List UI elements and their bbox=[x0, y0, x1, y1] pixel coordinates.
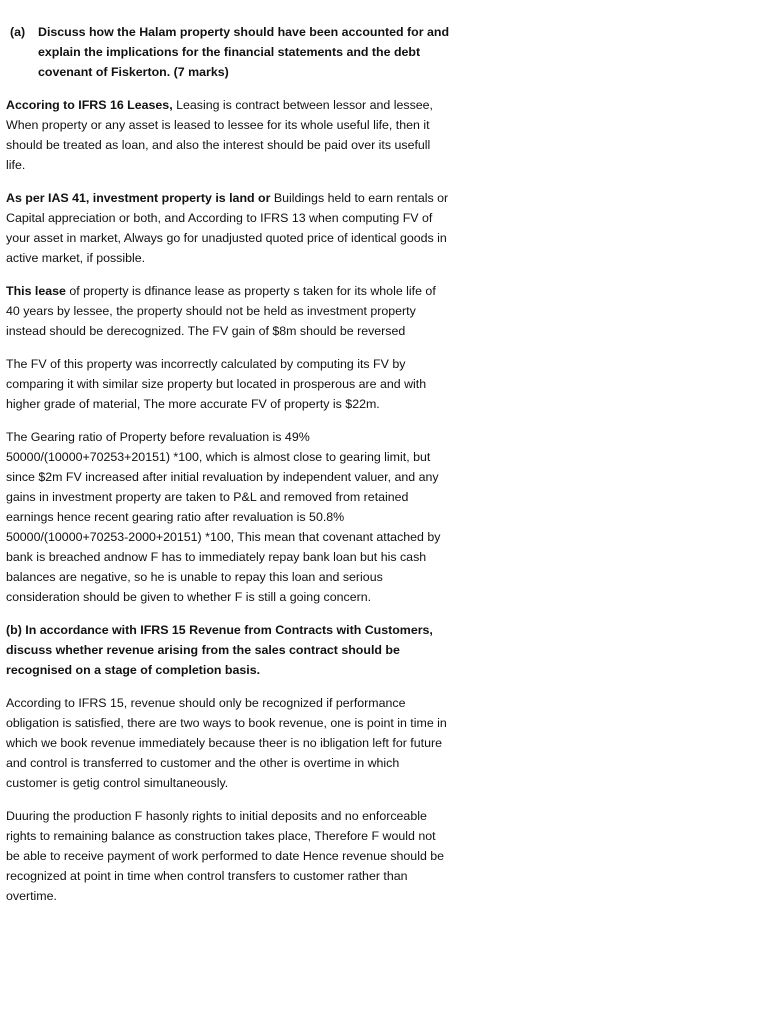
paragraph-gearing: The Gearing ratio of Property before revaluation is 49% 50000/(10000+70253+20151) *100, which is almost close to gearing limit, but since $2m FV increased after initial revaluation by independent valuer, and any gains in investment property are taken to P&L and removed from retained earnings hence recent gearing ratio after revaluation is 50.8% 50000/(10000+70253-2000+20151) *100, This mean that covenant attached by bank is breached andnow F has to immediately repay bank loan but his cash balances are negative, so he is unable to repay this loan and serious consideration should be given to whether F is still a going concern. bbox=[6, 430, 441, 604]
paragraph-ifrs16 bbox=[6, 95, 452, 175]
question-a-heading bbox=[6, 22, 452, 82]
paragraph-ifrs16-bold: Accoring to IFRS 16 Leases, bbox=[6, 98, 173, 112]
paragraph-production: Duuring the production F hasonly rights to initial deposits and no enforceable rights to remaining balance as construction takes place, Therefore F would not be able to receive payment of work performed to date Hence revenue should be recognized at point in time when control transfers to customer rather than overtime. bbox=[6, 809, 445, 903]
paragraph-ifrs15: According to IFRS 15, revenue should only be recognized if performance obligation is satisfied, there are two ways to book revenue, one is point in time in which we book revenue immediately because theer is no ibligation left for future and control is transferred to customer and the other is overtime in which customer is getig control simultaneously. bbox=[6, 696, 447, 790]
paragraph-fv: The FV of this property was incorrectly calculated by computing its FV by comparing it with similar size property but located in prosperous are and with higher grade of material, The more accurate FV of property is $22m. bbox=[6, 357, 427, 411]
paragraph-ias41 bbox=[6, 188, 452, 268]
question-a-text: Discuss how the Halam property should have been accounted for and explain the implications for the financial statements and the debt covenant of Fiskerton. (7 marks) bbox=[38, 25, 450, 79]
paragraph-lease bbox=[6, 281, 452, 341]
paragraph-ifrs16-text: Leasing is contract between lessor and lessee, When property or any asset is leased to lessee for its whole useful life, then it should be treated as loan, and also the interest should be paid over its usefull life. bbox=[6, 98, 433, 172]
question-b-heading: (b) In accordance with IFRS 15 Revenue from Contracts with Customers, discuss whether revenue arising from the sales contract should be recognised on a stage of completion basis. bbox=[6, 623, 433, 677]
document-page bbox=[6, 22, 452, 919]
paragraph-lease-bold: This lease bbox=[6, 284, 66, 298]
question-a-marker: (a) bbox=[10, 25, 26, 39]
paragraph-ias41-text: Buildings held to earn rentals or Capital appreciation or both, and According to IFRS 13 when computing FV of your asset in market, Always go for unadjusted quoted price of identical goods in active market, if possible. bbox=[6, 191, 449, 265]
paragraph-lease-text: of property is dfinance lease as property s taken for its whole life of 40 years by lessee, the property should not be held as investment property instead should be derecognized. The FV gain of $8m should be reversed bbox=[6, 284, 436, 338]
paragraph-ias41-bold: As per IAS 41, investment property is land or bbox=[6, 191, 271, 205]
